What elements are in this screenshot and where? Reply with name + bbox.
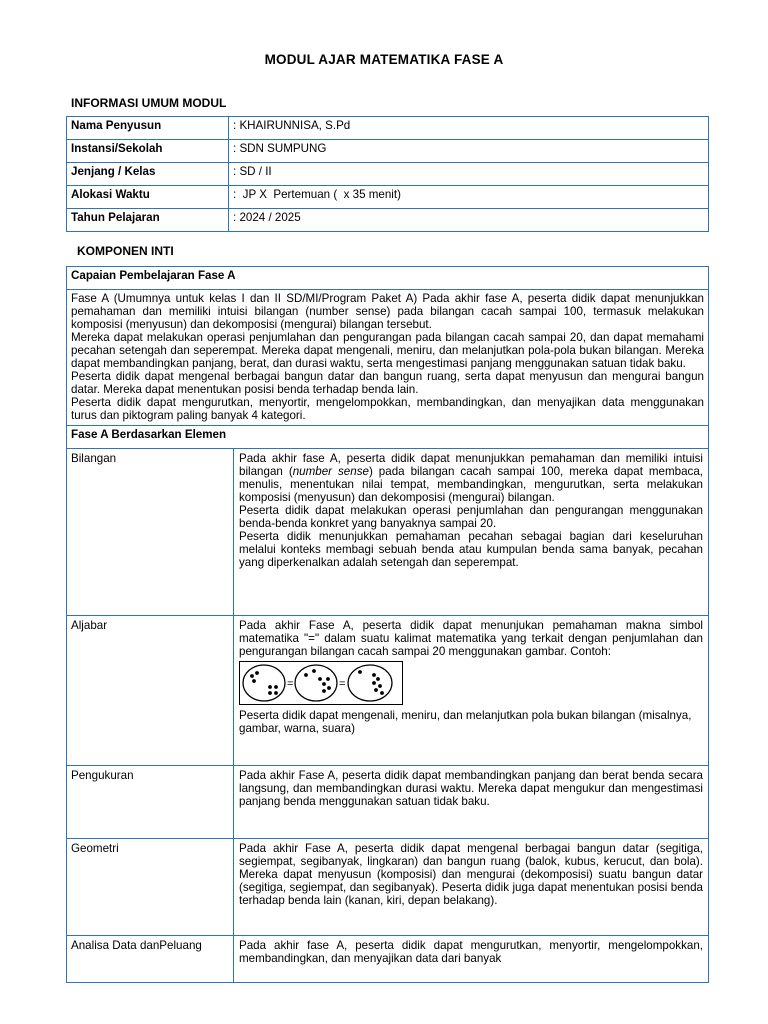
- italic-term: number sense: [292, 465, 369, 478]
- dot: [274, 691, 278, 695]
- info-value: : SDN SUMPUNG: [229, 140, 709, 163]
- dot: [318, 677, 322, 681]
- capaian-body: [67, 290, 709, 426]
- info-key: Tahun Pelajaran: [67, 209, 229, 232]
- info-key: Jenjang / Kelas: [67, 163, 229, 186]
- dot: [250, 674, 254, 678]
- element-name-pengukuran: Pengukuran: [67, 766, 234, 839]
- geometri-paragraph: Pada akhir Fase A, peserta didik dapat mengenal berbagai bangun datar (segitiga, segiempat, segibanyak, lingkaran) dan bangun ruang (balok, kubus, kerucut, dan bola). Mereka dapat menyusun (komposisi) dan mengurai (dekomposisi) suatu bangun datar (segitiga, segiempat, dan segibanyak). Peserta didik juga dapat menentukan posisi benda terhadap benda lain (kanan, kiri, depan belakang).: [239, 842, 703, 907]
- dot: [372, 681, 376, 685]
- info-key: Instansi/Sekolah: [67, 140, 229, 163]
- dot-circles-illustration: [240, 662, 401, 703]
- analisa-paragraph: Pada akhir fase A, peserta didik dapat mengurutkan, menyortir, mengelompokkan, membandingkan, dan menyajikan data dari banyak: [239, 939, 703, 965]
- group-circle: [348, 665, 392, 701]
- table-row: [67, 186, 709, 209]
- dot: [322, 689, 326, 693]
- table-row: [67, 117, 709, 140]
- element-name-geometri: Geometri: [67, 839, 234, 936]
- dot: [380, 691, 384, 695]
- table-row: [67, 267, 709, 290]
- text-span: ) pada bilangan cacah sampai 100, mereka dapat membaca, menulis, menentukan nilai tempat, membandingkan, mengurutkan, serta melakukan komposisi (menyusun) dan dekomposisi (mengurai) bilangan.: [239, 465, 704, 504]
- aljabar-paragraph: Peserta didik dapat mengenali, meniru, dan melanjutkan pola bukan bilangan (misalnya, gambar, warna, suara): [239, 709, 692, 735]
- element-desc-aljabar: [234, 616, 709, 766]
- element-name-aljabar: Aljabar: [67, 616, 234, 766]
- dot: [378, 684, 382, 688]
- info-value: : KHAIRUNNISA, S.Pd: [229, 117, 709, 140]
- dot: [322, 682, 326, 686]
- dot: [358, 670, 362, 674]
- info-value: : 2024 / 2025: [229, 209, 709, 232]
- table-row: [67, 839, 709, 936]
- dot: [304, 673, 308, 677]
- dot: [372, 673, 376, 677]
- dot: [327, 686, 331, 690]
- dot: [268, 691, 272, 695]
- dot: [326, 677, 330, 681]
- dot: [252, 679, 256, 683]
- table-row: [67, 449, 709, 616]
- element-name-bilangan: Bilangan: [67, 449, 234, 616]
- table-row: [67, 163, 709, 186]
- table-row: [67, 290, 709, 426]
- capaian-paragraph: Fase A (Umumnya untuk kelas I dan II SD/MI/Program Paket A) Pada akhir fase A, peserta didik dapat menunjukkan pemahaman dan memiliki intuisi bilangan (number sense) pada bilangan cacah sampai 100, termasuk melakukan komposisi (menyusun) dan dekomposisi (mengurai) bilangan tersebut.: [71, 292, 704, 331]
- table-row: [67, 616, 709, 766]
- element-desc-pengukuran: [234, 766, 709, 839]
- element-desc-bilangan: [234, 449, 709, 616]
- element-desc-analisa: [234, 936, 709, 983]
- dot: [268, 685, 272, 689]
- core-table: [66, 266, 709, 983]
- bilangan-paragraph: Peserta didik dapat melakukan operasi penjumlahan dan pengurangan menggunakan benda-benda konkret yang banyaknya sampai 20.: [239, 504, 703, 530]
- element-desc-geometri: [234, 839, 709, 936]
- text-span: Pada akhir fase A, peserta didik dapat menunjukkan pemahaman dan memiliki intuisi bilangan (: [239, 452, 703, 478]
- bilangan-paragraph: Peserta didik menunjukkan pemahaman pecahan sebagai bagian dari keseluruhan melalui konteks membagi sebuah benda atau kumpulan benda sama banyak, pecahan yang diperkenalkan adalah setengah dan seperempat.: [239, 530, 703, 569]
- group-circle: [295, 665, 337, 701]
- elemen-heading: Fase A Berdasarkan Elemen: [67, 426, 709, 449]
- info-section-heading: INFORMASI UMUM MODUL: [71, 96, 227, 110]
- dot: [274, 685, 278, 689]
- capaian-heading: Capaian Pembelajaran Fase A: [67, 267, 709, 290]
- table-row: [67, 936, 709, 983]
- dot: [374, 688, 378, 692]
- group-circle: [243, 665, 285, 701]
- info-key: Nama Penyusun: [67, 117, 229, 140]
- aljabar-paragraph: Pada akhir Fase A, peserta didik dapat menunjukan pemahaman makna simbol matematika "=" dalam suatu kalimat matematika yang terkait dengan penjumlahan dan pengurangan bilangan cacah sampai 20 menggunakan gambar. Contoh:: [239, 619, 703, 658]
- capaian-paragraph: Peserta didik dapat mengurutkan, menyortir, mengelompokkan, membandingkan, dan menyajikan data menggunakan turus dan piktogram paling banyak 4 kategori.: [71, 396, 704, 422]
- table-row: [67, 140, 709, 163]
- dot: [376, 677, 380, 681]
- info-value: : SD / II: [229, 163, 709, 186]
- info-key: Alokasi Waktu: [67, 186, 229, 209]
- core-section-heading: KOMPONEN INTI: [77, 244, 174, 258]
- table-row: [67, 209, 709, 232]
- bilangan-paragraph: [239, 452, 703, 504]
- dot: [312, 669, 316, 673]
- pengukuran-paragraph: Pada akhir Fase A, peserta didik dapat membandingkan panjang dan berat benda secara langsung, dan membandingkan durasi waktu. Mereka dapat mengukur dan mengestimasi panjang benda menggunakan satuan tidak baku.: [239, 769, 703, 808]
- equality-example-picture: [239, 661, 403, 705]
- equals-sign: =: [287, 678, 294, 690]
- capaian-paragraph: Mereka dapat melakukan operasi penjumlahan dan pengurangan pada bilangan cacah sampai 20, dan dapat memahami pecahan setengah dan seperempat. Mereka dapat mengenali, meniru, dan melanjutkan pola-pola bukan bilangan. Mereka dapat membandingkan panjang, berat, dan durasi waktu, serta mengestimasi panjang menggunakan satuan tidak baku.: [71, 331, 704, 370]
- info-table: [66, 116, 709, 232]
- table-row: [67, 766, 709, 839]
- dot: [255, 671, 259, 675]
- document-title: MODUL AJAR MATEMATIKA FASE A: [264, 52, 504, 67]
- table-row: [67, 426, 709, 449]
- equals-sign: =: [339, 678, 346, 690]
- info-value: : JP X Pertemuan ( x 35 menit): [229, 186, 709, 209]
- capaian-paragraph: Peserta didik dapat mengenal berbagai bangun datar dan bangun ruang, serta dapat menyusun dan mengurai bangun datar. Mereka dapat menentukan posisi benda terhadap benda lain.: [71, 370, 704, 396]
- element-name-analisa: Analisa Data danPeluang: [67, 936, 234, 983]
